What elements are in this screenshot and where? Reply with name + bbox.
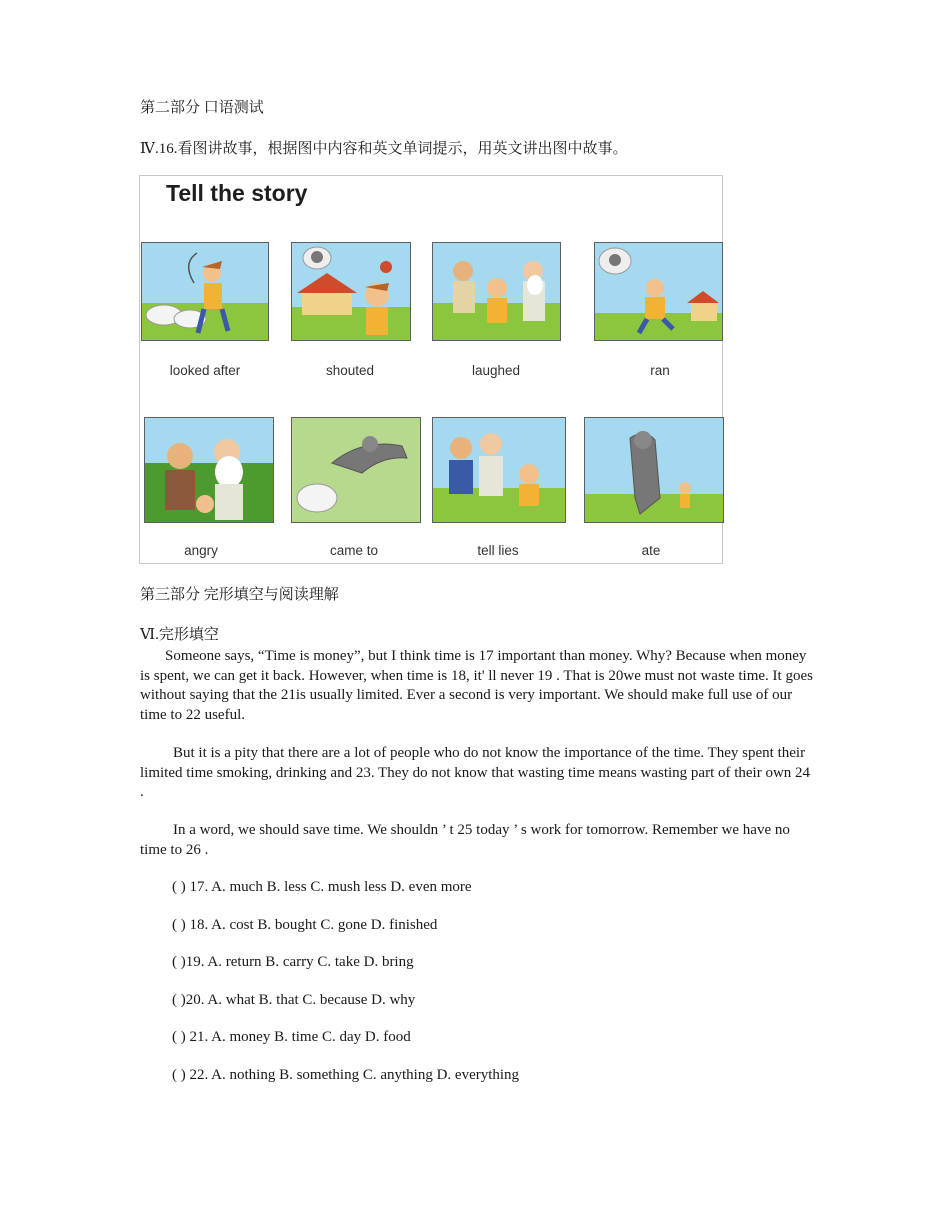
- passage-paragraph-3: In a word, we should save time. We shouldn ’ t 25 today ’ s work for tomorrow. Remember we have no time to 26 .: [140, 822, 790, 858]
- story-panel-8: [584, 417, 724, 523]
- story-panel-6: [291, 417, 421, 523]
- cloze-section-title: Ⅵ.完形填空: [140, 627, 219, 643]
- story-caption-4: ran: [650, 363, 670, 378]
- story-caption-8: ate: [641, 543, 661, 558]
- story-panel-2: [291, 242, 411, 341]
- part2-heading: 第二部分 口语测试: [140, 100, 264, 116]
- option-row-17: ( ) 17. A. much B. less C. mush less D. even more: [172, 879, 472, 895]
- option-row-20: ( )20. A. what B. that C. because D. why: [172, 992, 416, 1008]
- story-title: Tell the story: [166, 180, 308, 206]
- option-row-22: ( ) 22. A. nothing B. something C. anything D. everything: [172, 1067, 520, 1083]
- story-caption-3: laughed: [471, 363, 521, 378]
- passage-paragraph-2: But it is a pity that there are a lot of people who do not know the importance of the time. They spent their limited time smoking, drinking and 23. They do not know that wasting time means wasting part of their own 24 .: [140, 745, 811, 800]
- story-panel-3: [432, 242, 561, 341]
- story-caption-6: came to: [329, 543, 379, 558]
- option-row-21: ( ) 21. A. money B. time C. day D. food: [172, 1029, 411, 1045]
- story-panel-7: [432, 417, 566, 523]
- story-caption-2: shouted: [325, 363, 375, 378]
- question-16-instruction: Ⅳ.16.看图讲故事，根据图中内容和英文单词提示，用英文讲出图中故事。: [140, 141, 628, 157]
- story-caption-5: angry: [184, 543, 218, 558]
- story-picture: [139, 175, 723, 564]
- story-panel-4: [594, 242, 723, 341]
- story-caption-7: tell lies: [477, 543, 519, 558]
- option-row-18: ( ) 18. A. cost B. bought C. gone D. finished: [172, 917, 438, 933]
- part3-heading: 第三部分 完形填空与阅读理解: [140, 587, 339, 603]
- passage-paragraph-1: Someone says, “Time is money”, but I think time is 17 important than money. Why? Because when money is spent, we can get it back. However, when time is 18, it' ll never 19 . That is 20we must not waste time. It goes without saying that the 21is usually limited. Ever a second is very important. We should make full use of our time to 22 useful.: [140, 648, 813, 723]
- option-row-19: ( )19. A. return B. carry C. take D. bring: [172, 954, 414, 970]
- story-panel-1: [141, 242, 269, 341]
- story-panel-5: [144, 417, 274, 523]
- story-caption-1: looked after: [169, 363, 241, 378]
